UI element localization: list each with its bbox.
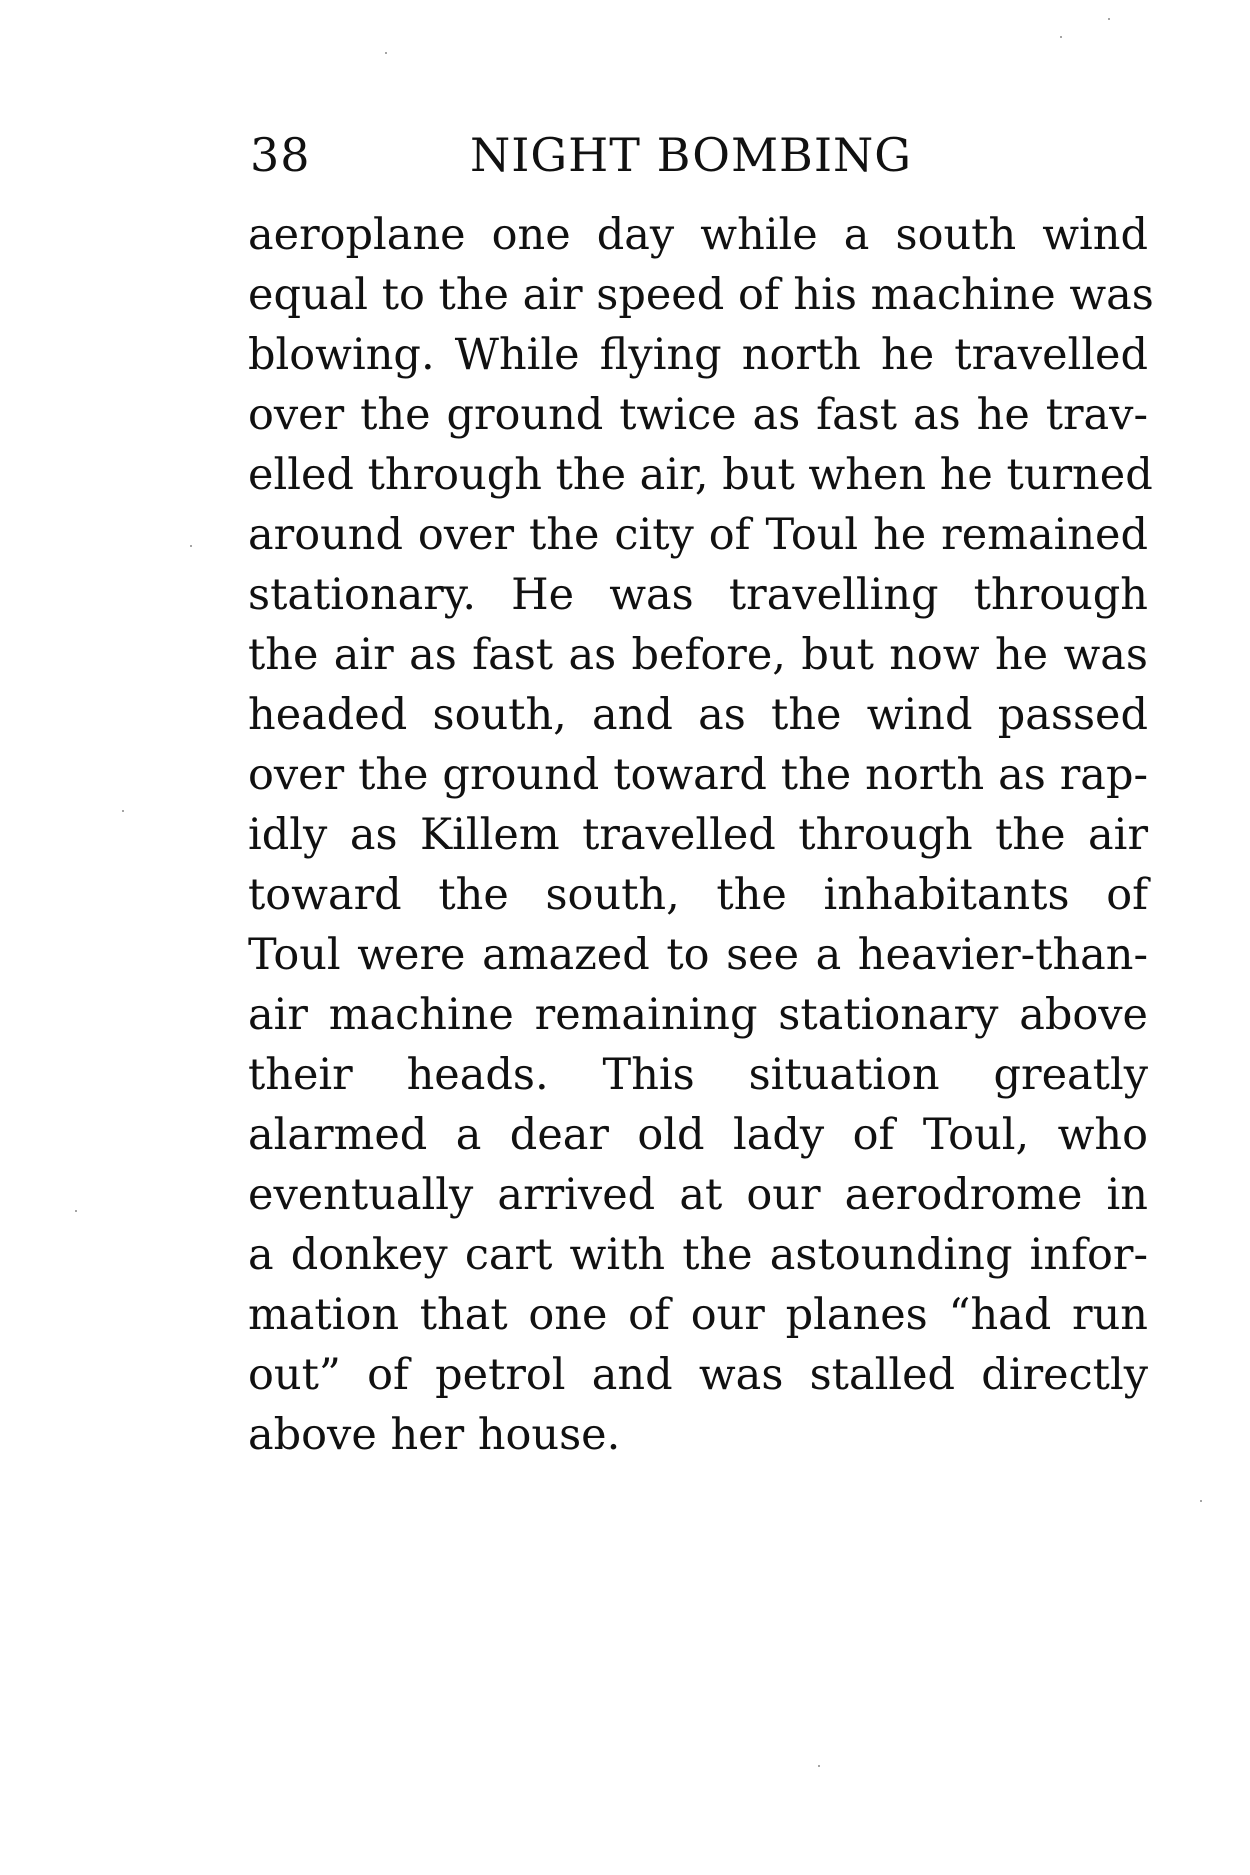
text-line: headed south, and as the wind passed (248, 690, 1148, 740)
text-line: aeroplane one day while a south wind (248, 210, 1148, 260)
text-line: a donkey cart with the astounding infor- (248, 1230, 1148, 1280)
text-line: eventually arrived at our aerodrome in (248, 1170, 1148, 1220)
page-number: 38 (250, 128, 311, 182)
text-line: toward the south, the inhabitants of (248, 870, 1148, 920)
text-line: their heads. This situation greatly (248, 1050, 1148, 1100)
body-paragraph (248, 205, 1154, 1465)
scan-speck (75, 1210, 77, 1212)
text-line: Toul were amazed to see a heavier-than- (248, 930, 1148, 980)
text-line: around over the city of Toul he remained (248, 510, 1148, 560)
text-line: mation that one of our planes “had run (248, 1290, 1148, 1340)
text-line: over the ground toward the north as rap- (248, 750, 1148, 800)
text-line: elled through the air, but when he turned (248, 450, 1153, 500)
text-line: air machine remaining stationary above (248, 990, 1148, 1040)
text-line: blowing. While flying north he travelled (248, 330, 1148, 380)
scan-speck (1200, 1500, 1202, 1502)
scan-speck (122, 810, 124, 812)
scan-speck (190, 545, 192, 547)
text-line: above her house. (248, 1410, 621, 1460)
text-line: stationary. He was travelling through (248, 570, 1148, 620)
text-line: out” of petrol and was stalled directly (248, 1350, 1148, 1400)
text-line: equal to the air speed of his machine was (248, 270, 1154, 320)
text-line: idly as Killem travelled through the air (248, 810, 1148, 860)
scan-speck (818, 1765, 820, 1767)
text-line: alarmed a dear old lady of Toul, who (248, 1110, 1148, 1160)
scan-speck (385, 52, 387, 54)
text-line: the air as fast as before, but now he was (248, 630, 1148, 680)
text-line: over the ground twice as fast as he trav- (248, 390, 1148, 440)
scan-speck (1060, 36, 1062, 38)
running-title: NIGHT BOMBING (470, 128, 913, 182)
running-head (250, 125, 1140, 185)
scan-speck (1108, 18, 1110, 20)
